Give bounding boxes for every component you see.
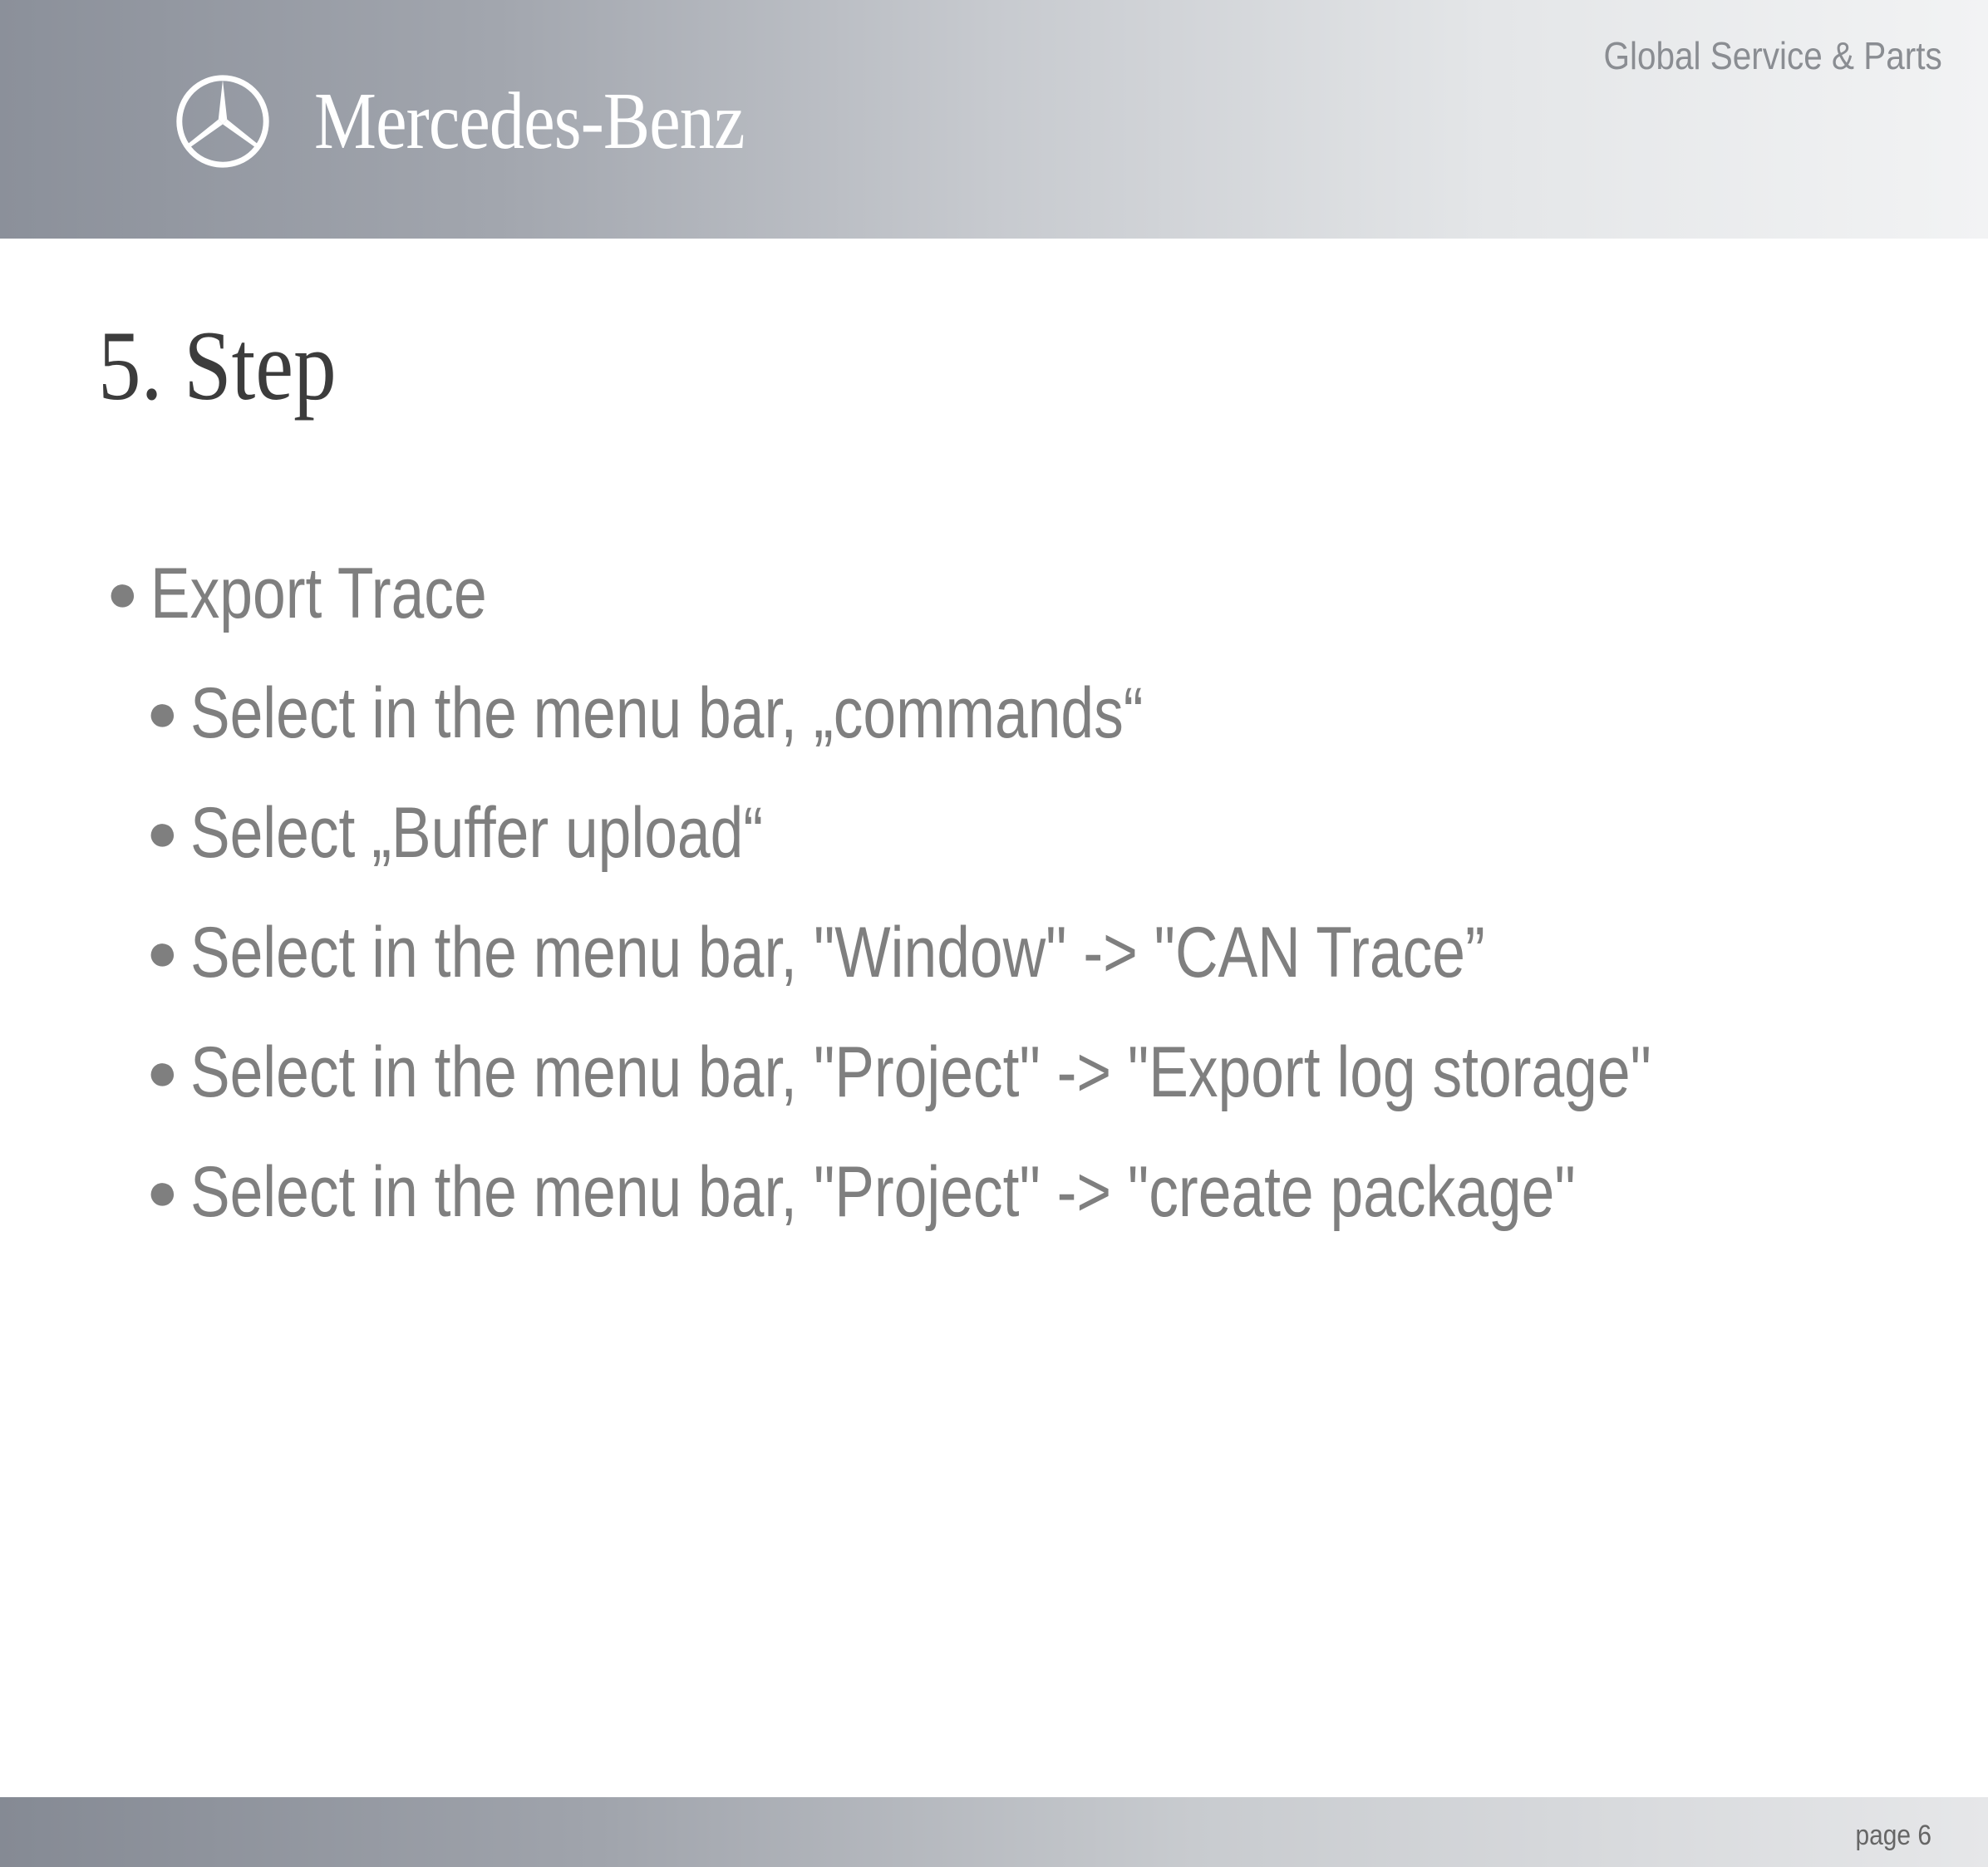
bullet-dot-icon: ● xyxy=(146,682,179,742)
bullet-text: Export Trace xyxy=(150,554,487,633)
page-number: page 6 xyxy=(1855,1820,1931,1851)
slide-footer-band xyxy=(0,1797,1988,1867)
bullet-item xyxy=(106,792,1935,912)
bullet-text: Select „Buffer upload“ xyxy=(189,793,763,873)
mercedes-star-icon xyxy=(175,67,271,175)
bullet-text: Select in the menu bar, "Project" -> "create package" xyxy=(189,1152,1576,1232)
slide-title: 5. Step xyxy=(98,310,337,421)
slide-header-band xyxy=(0,0,1988,239)
bullet-dot-icon: ● xyxy=(146,1161,179,1221)
brand-name: Mercedes-Benz xyxy=(314,76,745,166)
bullet-text: Select in the menu bar, "Project" -> "Export log storage" xyxy=(189,1032,1651,1112)
brand-logo xyxy=(175,65,814,177)
bullet-item xyxy=(106,912,1935,1032)
bullet-item xyxy=(106,1032,1935,1151)
bullet-dot-icon: ● xyxy=(146,922,179,982)
bullet-text: Select in the menu bar, „commands“ xyxy=(189,673,1144,753)
bullet-dot-icon: ● xyxy=(106,563,139,623)
bullet-dot-icon: ● xyxy=(146,802,179,862)
bullet-text: Select in the menu bar, "Window" -> "CAN Trace” xyxy=(189,913,1485,993)
bullet-item xyxy=(106,1151,1935,1271)
bullet-item xyxy=(106,553,1935,672)
bullet-list xyxy=(106,553,1935,1271)
division-label: Global Service & Parts xyxy=(1603,34,1942,77)
bullet-dot-icon: ● xyxy=(146,1042,179,1101)
bullet-item xyxy=(106,672,1935,792)
